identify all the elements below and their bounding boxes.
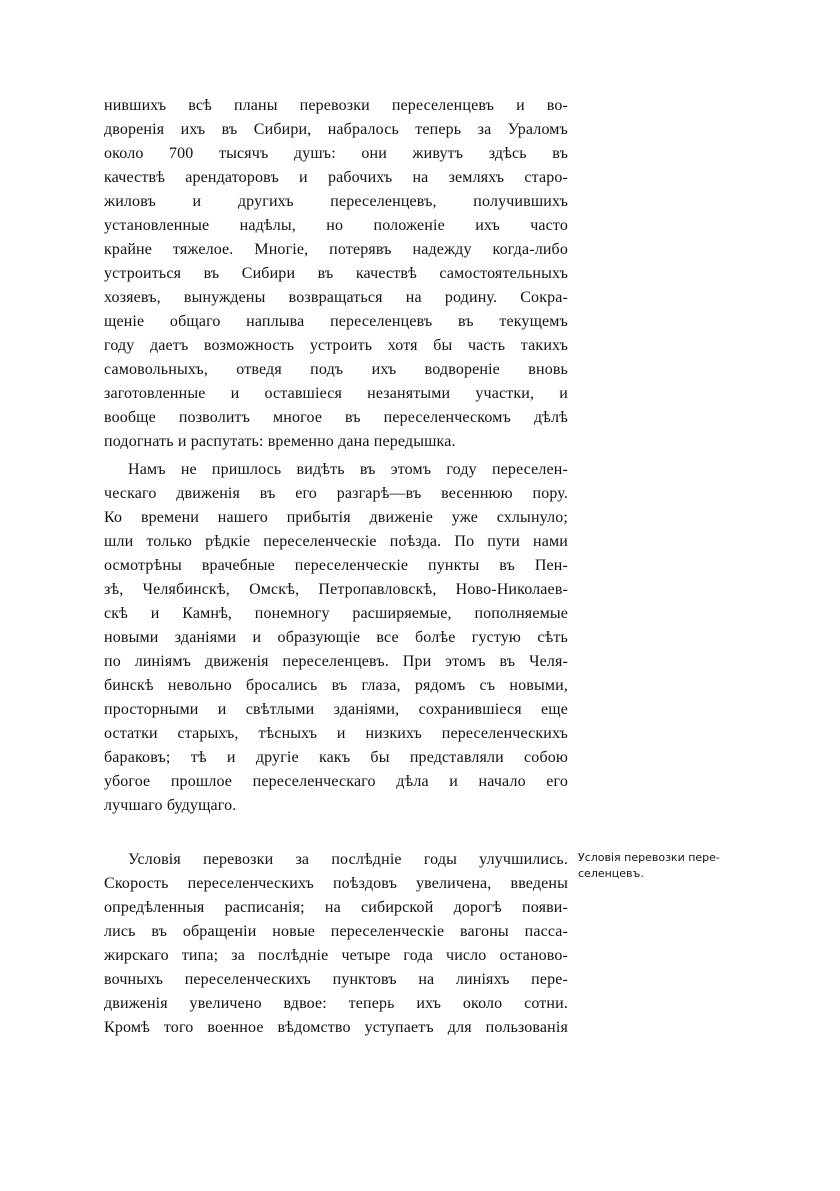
text-line: вообще позволитъ многое въ переселенческомъ дѣлѣ — [104, 409, 568, 426]
text-line: Скорость переселенческихъ поѣздовъ увеличена, введены — [104, 875, 568, 892]
text-line: Условія перевозки за послѣдніе годы улучшились. — [128, 851, 568, 868]
text-line: остатки старыхъ, тѣсныхъ и низкихъ переселенческихъ — [104, 725, 568, 742]
text-line: зѣ, Челябинскѣ, Омскѣ, Петропавловскѣ, Ново-Николаев- — [104, 581, 568, 598]
text-line: установленные надѣлы, но положеніе ихъ часто — [104, 217, 568, 234]
text-line: убогое прошлое переселенческаго дѣла и начало его — [104, 773, 568, 790]
text-line: новыми зданіями и образующіе все болѣе густую сѣть — [104, 629, 568, 646]
text-line: лись въ обращеніи новые переселенческіе вагоны пасса- — [104, 923, 568, 940]
text-line: лучшаго будущаго. — [104, 797, 237, 814]
text-line: бинскѣ невольно бросались въ глаза, рядомъ съ новыми, — [104, 677, 568, 694]
text-line: Кромѣ того военное вѣдомство уступаетъ для пользованія — [104, 1019, 568, 1036]
text-line: крайне тяжелое. Многіе, потерявъ надежду когда-либо — [104, 241, 568, 258]
text-line: дворенія ихъ въ Сибири, набралось теперь за Ураломъ — [104, 121, 568, 138]
text-line: Намъ не пришлось видѣть въ этомъ году переселен- — [128, 461, 568, 478]
text-line: заготовленные и оставшіеся незанятыми участки, и — [104, 385, 568, 402]
text-line: бараковъ; тѣ и другіе какъ бы представляли собою — [104, 749, 568, 766]
text-line: движенія увеличено вдвое: теперь ихъ около сотни. — [104, 995, 568, 1012]
text-line: году даетъ возможность устроить хотя бы часть такихъ — [104, 337, 568, 354]
text-line: вочныхъ переселенческихъ пунктовъ на линіяхъ пере- — [104, 971, 568, 988]
margin-note-line: Условія перевозки пере- — [578, 851, 720, 864]
text-line: осмотрѣны врачебные переселенческіе пункты въ Пен- — [104, 557, 568, 574]
margin-note-line: селенцевъ. — [578, 867, 644, 880]
text-line: опредѣленныя расписанія; на сибирской дорогѣ появи- — [104, 899, 568, 916]
text-line: самовольныхъ, отведя подъ ихъ водвореніе вновь — [104, 361, 568, 378]
text-line: подогнать и распутать: временно дана передышка. — [104, 433, 456, 450]
text-line: по линіямъ движенія переселенцевъ. При этомъ въ Челя- — [104, 653, 568, 670]
text-line: жиловъ и другихъ переселенцевъ, получившихъ — [104, 193, 568, 210]
text-line: Ко времени нашего прибытія движеніе уже схлынуло; — [104, 509, 568, 526]
text-line: хозяевъ, вынуждены возвращаться на родину. Сокра- — [104, 289, 568, 306]
text-line: щеніе общаго наплыва переселенцевъ въ текущемъ — [104, 313, 568, 330]
text-line: шли только рѣдкіе переселенческіе поѣзда. По пути нами — [104, 533, 568, 550]
text-line: скѣ и Камнѣ, понемногу расширяемые, пополняемые — [104, 605, 568, 622]
text-line: жирскаго типа; за послѣдніе четыре года число останово- — [104, 947, 568, 964]
text-line: просторными и свѣтлыми зданіями, сохранившіеся еще — [104, 701, 568, 718]
text-line: около 700 тысячъ душъ: они живутъ здѣсь въ — [104, 145, 568, 162]
text-line: качествѣ арендаторовъ и рабочихъ на земляхъ старо- — [104, 169, 568, 186]
text-line: ческаго движенія въ его разгарѣ—въ весеннюю пору. — [104, 485, 568, 502]
text-line: нившихъ всѣ планы перевозки переселенцевъ и во- — [104, 97, 568, 114]
text-line: устроиться въ Сибири въ качествѣ самостоятельныхъ — [104, 265, 568, 282]
